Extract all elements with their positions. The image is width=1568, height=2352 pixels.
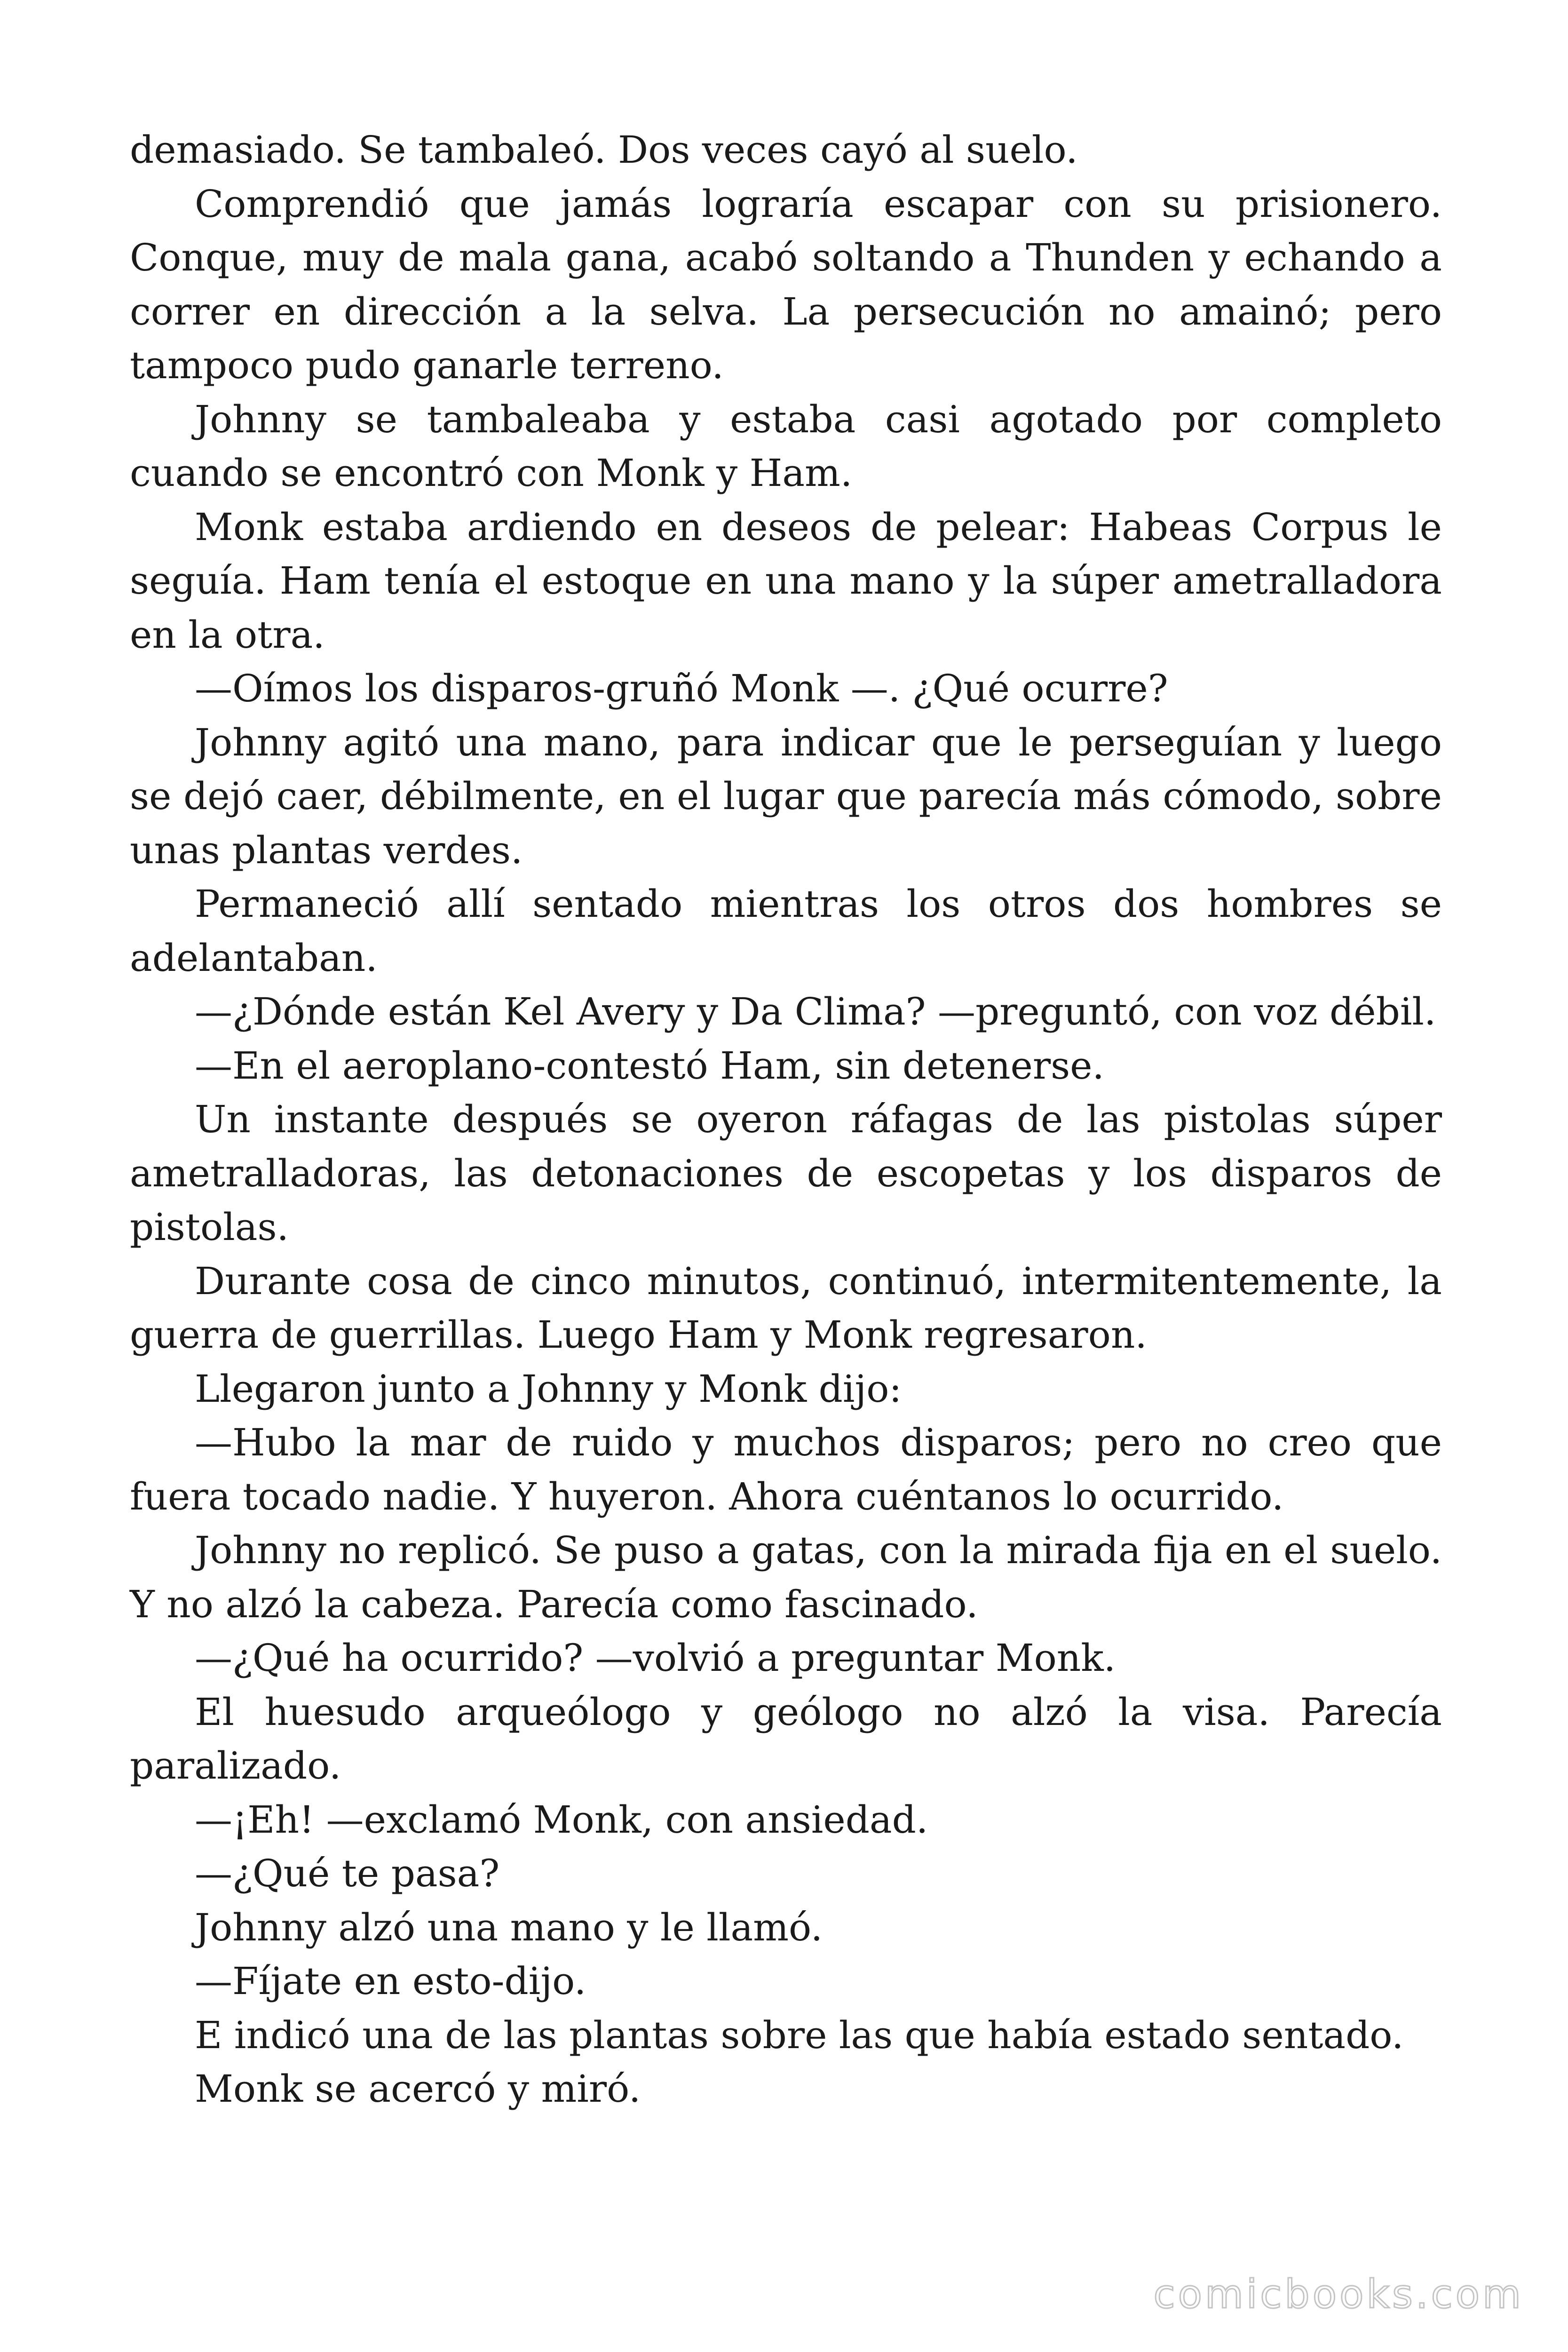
paragraph: —Fíjate en esto-dijo. (195, 1959, 586, 2003)
body-text (130, 123, 1442, 2116)
paragraph: Monk estaba ardiendo en deseos de pelear: Habeas Corpus le seguía. Ham tenía el estoque en una mano y la súper ametralladora en la otra. (130, 505, 1442, 657)
paragraph: Johnny se tambaleaba y estaba casi agotado por completo cuando se encontró con Monk y Ham. (130, 397, 1442, 495)
paragraph: Permaneció allí sentado mientras los otros dos hombres se adelantaban. (130, 882, 1442, 980)
paragraph: Johnny no replicó. Se puso a gatas, con la mirada fija en el suelo. Y no alzó la cabeza. Parecía como fascinado. (130, 1528, 1442, 1626)
paragraph: Durante cosa de cinco minutos, continuó, intermitentemente, la guerra de guerrillas. Luego Ham y Monk regresaron. (130, 1259, 1442, 1357)
paragraph: Johnny agitó una mano, para indicar que le perseguían y luego se dejó caer, débilmente, en el lugar que parecía más cómodo, sobre unas plantas verdes. (130, 720, 1442, 872)
paragraph: —En el aeroplano-contestó Ham, sin detenerse. (195, 1043, 1104, 1088)
paragraph: Un instante después se oyeron ráfagas de las pistolas súper ametralladoras, las detonaciones de escopetas y los disparos de pistolas. (130, 1097, 1442, 1249)
paragraph: —Hubo la mar de ruido y muchos disparos; pero no creo que fuera tocado nadie. Y huyeron. Ahora cuéntanos lo ocurrido. (130, 1421, 1442, 1518)
paragraph: —¿Qué te pasa? (195, 1851, 500, 1895)
paragraph: Llegaron junto a Johnny y Monk dijo: (195, 1367, 902, 1411)
watermark: comicbooks.com (1153, 2271, 1524, 2317)
paragraph: E indicó una de las plantas sobre las que había estado sentado. (195, 2013, 1404, 2057)
paragraph: —¿Qué ha ocurrido? —volvió a preguntar Monk. (195, 1636, 1116, 1680)
paragraph: demasiado. Se tambaleó. Dos veces cayó al suelo. (130, 128, 1078, 172)
paragraph: —Oímos los disparos-gruñó Monk —. ¿Qué ocurre? (195, 667, 1168, 710)
paragraph: Johnny alzó una mano y le llamó. (195, 1905, 823, 1949)
paragraph: —¿Dónde están Kel Avery y Da Clima? —preguntó, con voz débil. (195, 990, 1436, 1033)
paragraph: El huesudo arqueólogo y geólogo no alzó la visa. Parecía paralizado. (130, 1690, 1442, 1788)
paragraph: —¡Eh! —exclamó Monk, con ansiedad. (195, 1797, 928, 1842)
paragraph: Monk se acercó y miró. (195, 2067, 641, 2111)
paragraph: Comprendió que jamás lograría escapar con su prisionero. Conque, muy de mala gana, acabó soltando a Thunden y echando a correr en dirección a la selva. La persecución no amainó; pero tampoco pudo ganarle terreno. (130, 182, 1442, 387)
